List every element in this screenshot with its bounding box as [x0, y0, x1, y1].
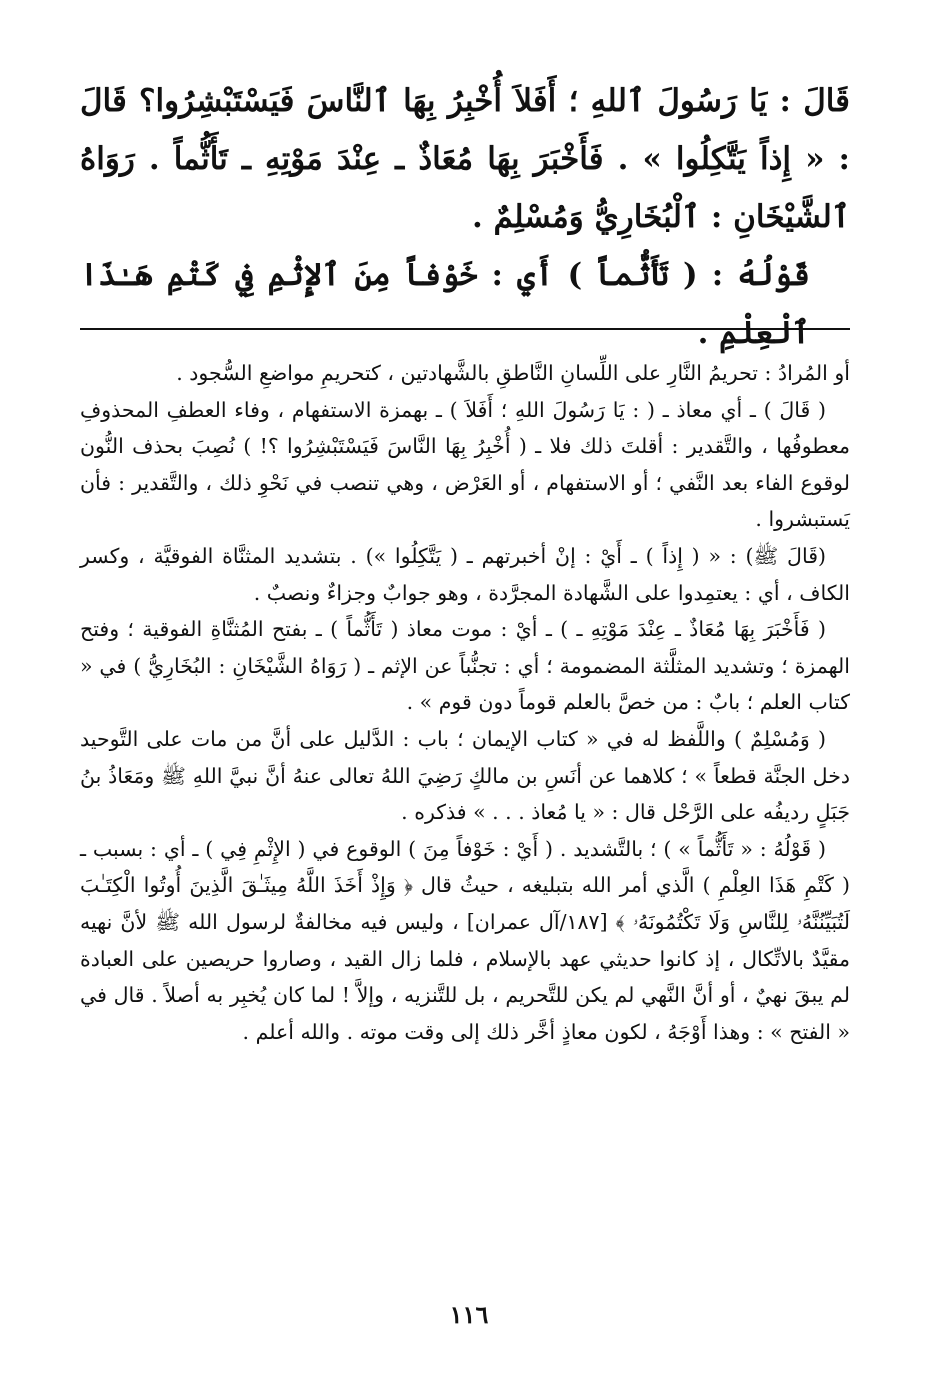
commentary-paragraph: أو المُرادُ : تحريمُ النَّارِ على اللِّسانِ النَّاطقِ بالشَّهادتين ، كتحريمِ مواضعِ السُّجود . [176, 361, 850, 385]
commentary-paragraph: (قَالَ ﷺ) : « ( إِذاً ) ـ أَيْ : إنْ أخبرتهم ـ ( يَتَّكِلُوا ») . بتشديد المثنَّاة الفوقيَّة ، وكسر الكاف ، أي : يعتمِدوا على الشَّهادة المجرَّدة ، وهو جوابٌ وجزاءٌ ونصبٌ . [80, 543, 850, 605]
commentary-paragraph: ( فَأَخْبَرَ بِهَا مُعَاذٌ ـ عِنْدَ مَوْتِهِ ـ ) ـ أيْ : موت معاذ ( تَأَثُّماً ) ـ بفتح المُثنَّاةِ الفوقية ؛ وفتح الهمزة ؛ وتشديد المثلَّثة المضمومة ؛ أي : تجنُّباً عن الإثم ـ ( رَوَاهُ الشَّيْخَانِ : البُخَارِيُّ ) في « كتاب العلم ؛ بابٌ : من خصَّ بالعلم قوماً دون قوم » . [80, 617, 850, 715]
section-divider [80, 328, 850, 330]
commentary-paragraph: ( وَمُسْلِمٌ ) واللَّفظ له في « كتاب الإيمان ؛ باب : الدَّليل على أنَّ من مات على التَّوحيد دخل الجنَّة قطعاً » ؛ كلاهما عن أنَسِ بن مالكٍ رَضِيَ اللهُ تعالى عنهُ أنَّ نبيَّ اللهِ ﷺ ومَعَاذُ بنُ جَبَلٍ رديفُه على الرَّحْل قال : « يا مُعاذ . . . » فذكره . [80, 726, 850, 825]
commentary-paragraph: ( قَالَ ) ـ أي معاذ ـ ( : يَا رَسُولَ اللهِ ؛ أَفَلاَ ) ـ بهمزة الاستفهام ، وفاء العطفِ المحذوفِ معطوفُها ، والتَّقدير : أقلتَ ذلك فلا ـ ( أُخْبِرُ بِهَا النَّاسَ فَيَسْتَبْشِرُوا ؟! ) نُصِبَ بحذف النُّون لوقوع الفاء بعد النَّفي ؛ أو الاستفهام ، أو العَرْض ، وهي تنصب في نَحْوِ ذلك ، والتَّقدير : فأن يَستبشروا . [80, 397, 850, 532]
commentary-paragraph: ( قَوْلُهُ : « تَأَثُّماً » ) ؛ بالتَّشديد . ( أَيْ : خَوْفاً مِنَ ) الوقوع في ( الإِثْمِ فِي ) ـ أي : بسبب ـ ( كَتْمِ هَذَا العِلْمِ ) الَّذي أمر الله بتبليغه ، حيثُ قال ﴿ وَإِذْ أَخَذَ اللَّهُ مِيثَـٰقَ الَّذِينَ أُوتُوا الْكِتَـٰبَ لَتُبَيِّنُنَّهُۥ لِلنَّاسِ وَلَا تَكْتُمُونَهُۥ ﴾ [١٨٧/آل عمران] ، وليس فيه مخالفةٌ لرسول الله ﷺ لأنَّ نهيه مقيَّدٌ بالاتِّكال ، إذ كانوا حديثي عهد بالإسلام ، فلما زال القيد ، وصاروا حريصين على العبادة لم يبقَ نهيٌ ، أو أنَّ النَّهي لم يكن للتَّحريم ، بل للتَّنزيه ، وإلاَّ ! لما كان يُخبِر به أصلاً . قال في « الفتح » : وهذا أَوْجَهُ ، لكون معاذٍ أخَّر ذلك إلى وقت موته . والله أعلم . [80, 836, 850, 1044]
main-paragraph: قَالَ : يَا رَسُولَ ٱللهِ ؛ أَفَلاَ أُخْبِرُ بِهَا ٱلنَّاسَ فَيَسْتَبْشِرُوا؟ قَالَ : « إِذاً يَتَّكِلُوا » . فَأَخْبَرَ بِهَا مُعَاذٌ ـ عِنْدَ مَوْتِهِ ـ تَأَثُّماً . رَوَاهُ ٱلشَّيْخَانِ : ٱلْبُخَارِيُّ وَمُسْلِمٌ . [80, 83, 850, 235]
page-number: ١١٦ [449, 1300, 489, 1329]
commentary [80, 355, 850, 1050]
main-text [80, 72, 850, 362]
main-note: قَوْلُهُ : ( تَأَثُّماً ) أَي : خَوْفاً مِنَ ٱلإِثْمِ فِي كَتْمِ هَـٰذَا ٱلْعِلْمِ . [80, 257, 810, 351]
